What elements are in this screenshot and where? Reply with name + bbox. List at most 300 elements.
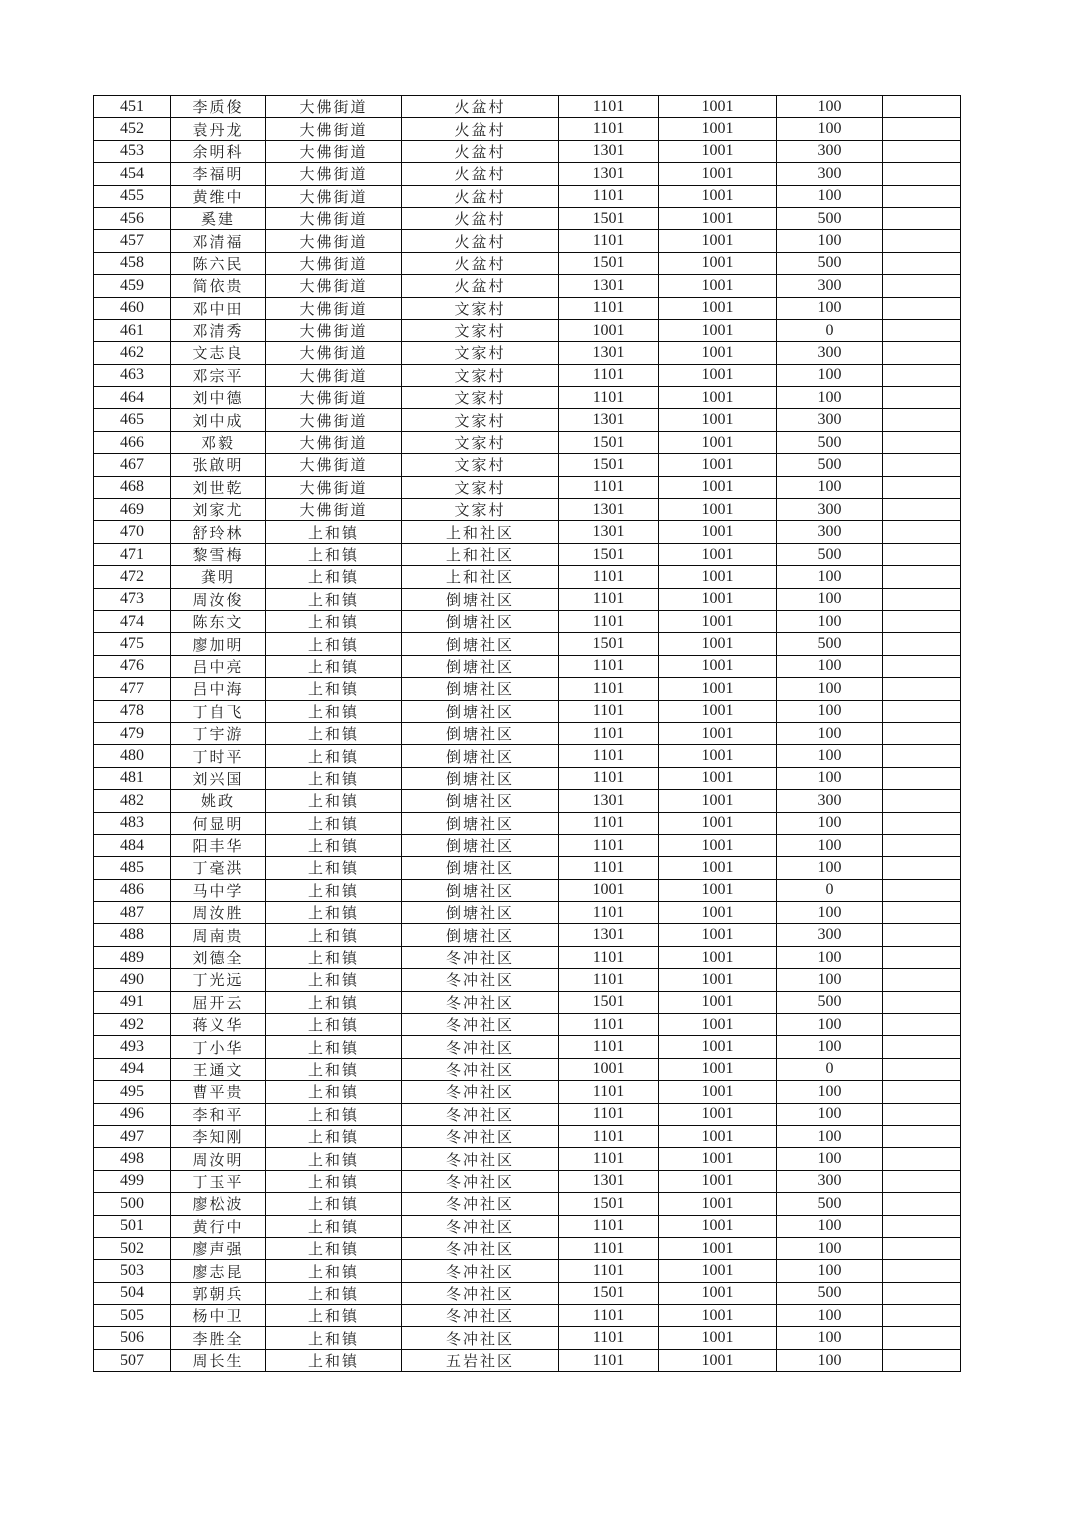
cell-village: 文家村 (402, 454, 559, 476)
cell-amount-standard: 1101 (559, 1081, 659, 1103)
cell-blank (883, 1148, 961, 1170)
table-row (94, 834, 961, 856)
table-row (94, 1193, 961, 1215)
cell-blank (883, 96, 961, 118)
cell-name: 奚建 (171, 207, 266, 229)
cell-row-number: 454 (94, 163, 171, 185)
cell-blank (883, 1282, 961, 1304)
cell-row-number: 451 (94, 96, 171, 118)
cell-village: 冬冲社区 (402, 1125, 559, 1147)
cell-village: 冬冲社区 (402, 1327, 559, 1349)
table-row (94, 118, 961, 140)
cell-row-number: 505 (94, 1305, 171, 1327)
cell-amount-standard: 1101 (559, 387, 659, 409)
cell-village: 冬冲社区 (402, 1260, 559, 1282)
cell-amount-standard: 1101 (559, 1260, 659, 1282)
table-row (94, 1282, 961, 1304)
cell-village: 文家村 (402, 409, 559, 431)
cell-blank (883, 185, 961, 207)
cell-village: 冬冲社区 (402, 1014, 559, 1036)
cell-row-number: 457 (94, 230, 171, 252)
table-row (94, 700, 961, 722)
cell-amount-diff: 100 (777, 566, 883, 588)
table-row (94, 1058, 961, 1080)
cell-amount-base: 1001 (659, 543, 777, 565)
cell-amount-standard: 1301 (559, 163, 659, 185)
cell-name: 吕中亮 (171, 655, 266, 677)
table-row (94, 297, 961, 319)
cell-amount-standard: 1001 (559, 319, 659, 341)
cell-row-number: 502 (94, 1237, 171, 1259)
cell-amount-standard: 1101 (559, 364, 659, 386)
table-row (94, 454, 961, 476)
cell-village: 倒塘社区 (402, 790, 559, 812)
cell-village: 火盆村 (402, 96, 559, 118)
cell-row-number: 452 (94, 118, 171, 140)
cell-village: 五岩社区 (402, 1349, 559, 1371)
cell-town: 大佛街道 (266, 185, 402, 207)
cell-row-number: 492 (94, 1014, 171, 1036)
cell-village: 火盆村 (402, 118, 559, 140)
cell-amount-standard: 1301 (559, 140, 659, 162)
cell-town: 上和镇 (266, 1215, 402, 1237)
cell-amount-diff: 100 (777, 118, 883, 140)
cell-amount-diff: 100 (777, 1349, 883, 1371)
cell-amount-base: 1001 (659, 1036, 777, 1058)
cell-row-number: 504 (94, 1282, 171, 1304)
cell-amount-standard: 1301 (559, 342, 659, 364)
cell-amount-standard: 1101 (559, 857, 659, 879)
cell-town: 上和镇 (266, 969, 402, 991)
cell-town: 大佛街道 (266, 364, 402, 386)
cell-amount-base: 1001 (659, 252, 777, 274)
cell-village: 倒塘社区 (402, 655, 559, 677)
cell-blank (883, 1327, 961, 1349)
cell-village: 倒塘社区 (402, 722, 559, 744)
cell-blank (883, 319, 961, 341)
cell-amount-standard: 1101 (559, 745, 659, 767)
cell-amount-standard: 1101 (559, 1036, 659, 1058)
table-row (94, 431, 961, 453)
cell-blank (883, 1305, 961, 1327)
cell-row-number: 477 (94, 678, 171, 700)
cell-amount-standard: 1501 (559, 252, 659, 274)
cell-row-number: 464 (94, 387, 171, 409)
cell-town: 上和镇 (266, 834, 402, 856)
cell-amount-diff: 300 (777, 499, 883, 521)
cell-town: 上和镇 (266, 633, 402, 655)
cell-amount-diff: 100 (777, 857, 883, 879)
cell-amount-standard: 1101 (559, 700, 659, 722)
cell-name: 廖加明 (171, 633, 266, 655)
table-row (94, 745, 961, 767)
cell-blank (883, 1014, 961, 1036)
cell-amount-standard: 1301 (559, 521, 659, 543)
cell-village: 倒塘社区 (402, 745, 559, 767)
cell-amount-diff: 100 (777, 812, 883, 834)
cell-amount-diff: 100 (777, 1103, 883, 1125)
cell-town: 大佛街道 (266, 342, 402, 364)
cell-name: 吕中海 (171, 678, 266, 700)
cell-amount-base: 1001 (659, 969, 777, 991)
table-row (94, 790, 961, 812)
cell-amount-diff: 100 (777, 1260, 883, 1282)
cell-name: 邓毅 (171, 431, 266, 453)
cell-row-number: 497 (94, 1125, 171, 1147)
cell-village: 文家村 (402, 342, 559, 364)
cell-row-number: 478 (94, 700, 171, 722)
cell-blank (883, 745, 961, 767)
cell-amount-standard: 1101 (559, 566, 659, 588)
cell-row-number: 486 (94, 879, 171, 901)
cell-blank (883, 1260, 961, 1282)
cell-amount-diff: 100 (777, 678, 883, 700)
cell-blank (883, 588, 961, 610)
cell-row-number: 501 (94, 1215, 171, 1237)
cell-village: 文家村 (402, 431, 559, 453)
cell-blank (883, 230, 961, 252)
cell-blank (883, 521, 961, 543)
cell-blank (883, 1170, 961, 1192)
cell-amount-base: 1001 (659, 700, 777, 722)
cell-amount-diff: 300 (777, 1170, 883, 1192)
cell-amount-diff: 100 (777, 1148, 883, 1170)
cell-name: 刘德全 (171, 946, 266, 968)
cell-village: 冬冲社区 (402, 1036, 559, 1058)
cell-row-number: 469 (94, 499, 171, 521)
cell-town: 大佛街道 (266, 230, 402, 252)
cell-amount-base: 1001 (659, 1282, 777, 1304)
cell-blank (883, 812, 961, 834)
cell-amount-standard: 1101 (559, 678, 659, 700)
cell-blank (883, 700, 961, 722)
cell-name: 丁自飞 (171, 700, 266, 722)
cell-amount-standard: 1101 (559, 1125, 659, 1147)
cell-amount-diff: 300 (777, 409, 883, 431)
cell-name: 丁光远 (171, 969, 266, 991)
cell-town: 上和镇 (266, 1014, 402, 1036)
table-row (94, 387, 961, 409)
cell-village: 文家村 (402, 387, 559, 409)
cell-amount-base: 1001 (659, 1237, 777, 1259)
cell-town: 上和镇 (266, 991, 402, 1013)
cell-name: 蒋义华 (171, 1014, 266, 1036)
cell-row-number: 466 (94, 431, 171, 453)
cell-town: 大佛街道 (266, 387, 402, 409)
cell-amount-diff: 100 (777, 722, 883, 744)
table-row (94, 1237, 961, 1259)
cell-amount-base: 1001 (659, 275, 777, 297)
table-row (94, 275, 961, 297)
table-row (94, 342, 961, 364)
cell-name: 丁毫洪 (171, 857, 266, 879)
cell-name: 丁玉平 (171, 1170, 266, 1192)
cell-town: 上和镇 (266, 700, 402, 722)
cell-amount-standard: 1501 (559, 1193, 659, 1215)
cell-amount-diff: 100 (777, 185, 883, 207)
cell-town: 上和镇 (266, 543, 402, 565)
cell-town: 上和镇 (266, 1327, 402, 1349)
cell-blank (883, 207, 961, 229)
cell-amount-base: 1001 (659, 745, 777, 767)
cell-amount-base: 1001 (659, 319, 777, 341)
table-row (94, 857, 961, 879)
table-row (94, 924, 961, 946)
cell-amount-diff: 100 (777, 610, 883, 632)
table-row (94, 610, 961, 632)
cell-name: 袁丹龙 (171, 118, 266, 140)
cell-amount-base: 1001 (659, 566, 777, 588)
cell-blank (883, 1081, 961, 1103)
cell-blank (883, 902, 961, 924)
cell-amount-standard: 1501 (559, 1282, 659, 1304)
table-row (94, 655, 961, 677)
table-row (94, 185, 961, 207)
cell-village: 冬冲社区 (402, 1305, 559, 1327)
cell-village: 倒塘社区 (402, 834, 559, 856)
table-row (94, 991, 961, 1013)
cell-amount-standard: 1001 (559, 879, 659, 901)
table-row (94, 879, 961, 901)
table-row (94, 588, 961, 610)
cell-blank (883, 275, 961, 297)
cell-amount-diff: 500 (777, 1282, 883, 1304)
cell-amount-diff: 100 (777, 834, 883, 856)
cell-village: 倒塘社区 (402, 857, 559, 879)
cell-amount-base: 1001 (659, 633, 777, 655)
cell-amount-base: 1001 (659, 387, 777, 409)
table-row (94, 252, 961, 274)
cell-amount-diff: 100 (777, 969, 883, 991)
table-row (94, 319, 961, 341)
cell-blank (883, 655, 961, 677)
cell-row-number: 487 (94, 902, 171, 924)
cell-village: 火盆村 (402, 185, 559, 207)
cell-town: 上和镇 (266, 857, 402, 879)
table-row (94, 476, 961, 498)
cell-amount-diff: 500 (777, 252, 883, 274)
cell-blank (883, 610, 961, 632)
cell-row-number: 473 (94, 588, 171, 610)
roster-table-body (94, 96, 961, 1372)
cell-town: 大佛街道 (266, 454, 402, 476)
table-row (94, 543, 961, 565)
cell-amount-diff: 100 (777, 1215, 883, 1237)
cell-name: 刘中成 (171, 409, 266, 431)
cell-blank (883, 252, 961, 274)
cell-blank (883, 790, 961, 812)
cell-village: 倒塘社区 (402, 812, 559, 834)
cell-town: 大佛街道 (266, 118, 402, 140)
cell-blank (883, 409, 961, 431)
cell-name: 舒玲林 (171, 521, 266, 543)
cell-town: 上和镇 (266, 745, 402, 767)
cell-town: 上和镇 (266, 610, 402, 632)
cell-amount-base: 1001 (659, 1215, 777, 1237)
cell-blank (883, 140, 961, 162)
cell-town: 上和镇 (266, 1036, 402, 1058)
cell-amount-standard: 1101 (559, 834, 659, 856)
cell-name: 丁时平 (171, 745, 266, 767)
cell-blank (883, 633, 961, 655)
cell-amount-diff: 100 (777, 364, 883, 386)
cell-row-number: 488 (94, 924, 171, 946)
table-row (94, 499, 961, 521)
cell-amount-base: 1001 (659, 185, 777, 207)
cell-amount-diff: 100 (777, 1305, 883, 1327)
cell-amount-standard: 1001 (559, 1058, 659, 1080)
cell-name: 周汝明 (171, 1148, 266, 1170)
cell-name: 简依贵 (171, 275, 266, 297)
table-row (94, 1148, 961, 1170)
cell-town: 大佛街道 (266, 163, 402, 185)
cell-village: 倒塘社区 (402, 924, 559, 946)
cell-blank (883, 767, 961, 789)
cell-amount-diff: 100 (777, 655, 883, 677)
cell-village: 冬冲社区 (402, 1282, 559, 1304)
cell-blank (883, 1036, 961, 1058)
table-row (94, 946, 961, 968)
cell-village: 文家村 (402, 476, 559, 498)
cell-village: 上和社区 (402, 543, 559, 565)
cell-row-number: 474 (94, 610, 171, 632)
cell-row-number: 483 (94, 812, 171, 834)
cell-name: 邓清秀 (171, 319, 266, 341)
cell-amount-base: 1001 (659, 476, 777, 498)
cell-amount-base: 1001 (659, 207, 777, 229)
cell-amount-diff: 100 (777, 1014, 883, 1036)
cell-village: 倒塘社区 (402, 610, 559, 632)
cell-row-number: 480 (94, 745, 171, 767)
cell-blank (883, 1058, 961, 1080)
cell-amount-base: 1001 (659, 1305, 777, 1327)
cell-amount-base: 1001 (659, 499, 777, 521)
cell-amount-standard: 1101 (559, 1014, 659, 1036)
cell-name: 郭朝兵 (171, 1282, 266, 1304)
cell-amount-diff: 100 (777, 96, 883, 118)
cell-row-number: 493 (94, 1036, 171, 1058)
table-row (94, 1349, 961, 1371)
cell-amount-base: 1001 (659, 1327, 777, 1349)
cell-amount-base: 1001 (659, 409, 777, 431)
cell-blank (883, 476, 961, 498)
cell-town: 上和镇 (266, 1193, 402, 1215)
cell-amount-base: 1001 (659, 610, 777, 632)
cell-amount-base: 1001 (659, 946, 777, 968)
table-row (94, 1215, 961, 1237)
cell-amount-diff: 500 (777, 991, 883, 1013)
cell-town: 大佛街道 (266, 499, 402, 521)
cell-row-number: 453 (94, 140, 171, 162)
table-row (94, 767, 961, 789)
cell-town: 上和镇 (266, 588, 402, 610)
table-row (94, 678, 961, 700)
cell-amount-standard: 1101 (559, 588, 659, 610)
cell-amount-standard: 1101 (559, 297, 659, 319)
cell-row-number: 460 (94, 297, 171, 319)
cell-name: 文志良 (171, 342, 266, 364)
cell-amount-diff: 100 (777, 1081, 883, 1103)
cell-name: 刘兴国 (171, 767, 266, 789)
cell-blank (883, 566, 961, 588)
cell-village: 冬冲社区 (402, 1058, 559, 1080)
cell-name: 周汝俊 (171, 588, 266, 610)
cell-amount-diff: 500 (777, 431, 883, 453)
cell-amount-diff: 100 (777, 230, 883, 252)
cell-name: 杨中卫 (171, 1305, 266, 1327)
cell-amount-standard: 1101 (559, 969, 659, 991)
cell-town: 上和镇 (266, 655, 402, 677)
cell-blank (883, 297, 961, 319)
cell-name: 廖松波 (171, 1193, 266, 1215)
cell-amount-standard: 1101 (559, 1103, 659, 1125)
cell-amount-base: 1001 (659, 431, 777, 453)
cell-town: 上和镇 (266, 767, 402, 789)
cell-village: 火盆村 (402, 252, 559, 274)
table-row (94, 812, 961, 834)
cell-blank (883, 991, 961, 1013)
cell-blank (883, 722, 961, 744)
cell-amount-standard: 1301 (559, 499, 659, 521)
cell-amount-standard: 1101 (559, 476, 659, 498)
cell-amount-diff: 500 (777, 633, 883, 655)
cell-blank (883, 678, 961, 700)
table-row (94, 969, 961, 991)
cell-amount-diff: 300 (777, 140, 883, 162)
cell-village: 冬冲社区 (402, 1215, 559, 1237)
cell-amount-base: 1001 (659, 655, 777, 677)
cell-row-number: 471 (94, 543, 171, 565)
cell-village: 倒塘社区 (402, 633, 559, 655)
cell-name: 曹平贵 (171, 1081, 266, 1103)
cell-town: 大佛街道 (266, 252, 402, 274)
cell-amount-base: 1001 (659, 342, 777, 364)
cell-amount-diff: 100 (777, 700, 883, 722)
table-row (94, 722, 961, 744)
cell-amount-diff: 300 (777, 924, 883, 946)
cell-amount-base: 1001 (659, 96, 777, 118)
cell-town: 上和镇 (266, 1170, 402, 1192)
cell-amount-base: 1001 (659, 1058, 777, 1080)
cell-town: 大佛街道 (266, 431, 402, 453)
cell-row-number: 456 (94, 207, 171, 229)
cell-amount-diff: 0 (777, 319, 883, 341)
cell-town: 大佛街道 (266, 476, 402, 498)
cell-blank (883, 879, 961, 901)
cell-blank (883, 857, 961, 879)
cell-village: 冬冲社区 (402, 1193, 559, 1215)
cell-town: 上和镇 (266, 902, 402, 924)
cell-amount-standard: 1101 (559, 1349, 659, 1371)
table-row (94, 1125, 961, 1147)
cell-name: 黄维中 (171, 185, 266, 207)
cell-village: 倒塘社区 (402, 767, 559, 789)
cell-name: 丁小华 (171, 1036, 266, 1058)
cell-name: 丁宇游 (171, 722, 266, 744)
cell-name: 邓中田 (171, 297, 266, 319)
cell-amount-diff: 100 (777, 476, 883, 498)
cell-amount-diff: 500 (777, 207, 883, 229)
cell-blank (883, 1103, 961, 1125)
cell-blank (883, 924, 961, 946)
cell-village: 火盆村 (402, 230, 559, 252)
cell-name: 李知刚 (171, 1125, 266, 1147)
cell-town: 上和镇 (266, 1260, 402, 1282)
cell-blank (883, 342, 961, 364)
cell-name: 何显明 (171, 812, 266, 834)
cell-row-number: 500 (94, 1193, 171, 1215)
cell-amount-standard: 1301 (559, 409, 659, 431)
